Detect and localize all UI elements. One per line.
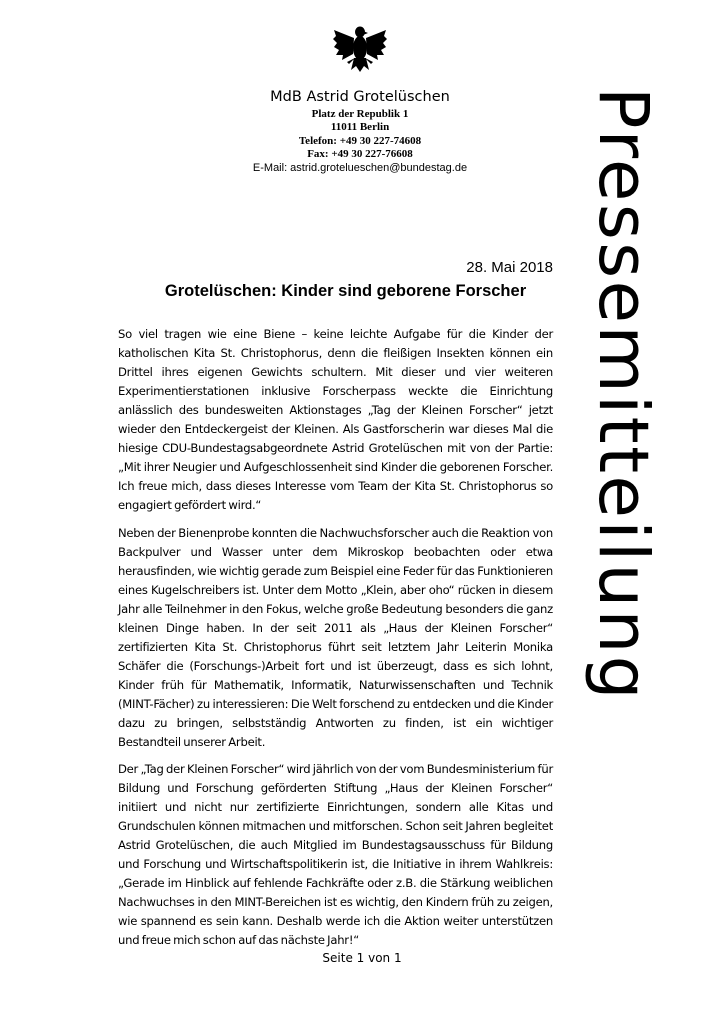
sender-postal: 11011 Berlin: [330, 121, 390, 134]
article-body: [118, 325, 553, 959]
paragraph-1: So viel tragen wie eine Biene – keine leichte Aufgabe für die Kinder der katholischen Kita St. Christophorus, denn die fleißigen Insekten können ein Drittel ihres eigenen Gewichts schultern. Mit dieser und vier weiteren Experimentierstationen inklusive Forscherpass weckte die Einrichtung anlässlich des bundesweiten Aktionstages „Tag der Kleinen Forscher“ jetzt wieder den Entdeckergeist der Kleinen. Als Gastforscherin war dieses Mal die hiesige CDU-Bundestagsabgeordnete Astrid Grotelüschen mit von der Partie: „Mit ihrer Neugier und Aufgeschlossenheit sind Kinder die geborenen Forscher. Ich freue mich, dass dieses Interesse vom Team der Kita St. Christophorus so engagiert gefördert wird.“: [118, 327, 553, 512]
letterhead: [180, 88, 540, 175]
sender-email: E-Mail: astrid.grotelueschen@bundestag.de: [252, 162, 468, 175]
document-date: 28. Mai 2018: [466, 259, 553, 276]
sender-phone: Telefon: +49 30 227-74608: [298, 134, 422, 147]
sender-name: MdB Astrid Grotelüschen: [270, 89, 450, 105]
sender-address: Platz der Republik 1: [311, 108, 409, 120]
bundesadler-eagle-icon: [332, 24, 388, 76]
sender-fax: Fax: +49 30 227-76608: [307, 147, 413, 160]
pressemitteilung-side-title: Pressemitteilung: [583, 87, 663, 702]
headline: Grotelüschen: Kinder sind geborene Forscher: [164, 282, 527, 300]
paragraph-2: Neben der Bienenprobe konnten die Nachwuchsforscher auch die Reaktion von Backpulver und Wasser unter dem Mikroskop beobachten oder etwa herausfinden, wie wichtig gerade zum Beispiel eine Feder für das Funktionieren eines Kugelschreibers ist. Unter dem Motto „Klein, aber oho“ rücken in diesem Jahr alle Teilnehmer in den Fokus, welche große Bedeutung besonders die ganz kleinen Dinge haben. In der seit 2011 als „Haus der Kleinen Forscher“ zertifizierten Kita St. Christophorus führt seit letztem Jahr Leiterin Monika Schäfer die (Forschungs-)Arbeit fort und ist überzeugt, dass es sich lohnt, Kinder früh für Mathematik, Informatik, Naturwissenschaften und Technik (MINT-Fächer) zu interessieren: Die Welt forschend zu entdecken und die Kinder dazu zu bringen, selbstständig Antworten zu finden, ist ein wichtiger Bestandteil unserer Arbeit.: [118, 525, 553, 749]
paragraph-3: Der „Tag der Kleinen Forscher“ wird jährlich von der vom Bundesministerium für Bildung und Forschung geförderten Stiftung „Haus der Kleinen Forscher“ initiiert und nicht nur zertifizierte Einrichtungen, sondern alle Kitas und Grundschulen können mitmachen und mitforschen. Schon seit Jahren begleitet Astrid Grotelüschen, die auch Mitglied im Bundestagsausschuss für Bildung und Forschung und Wirtschaftspolitikerin ist, die Initiative in ihrem Wahlkreis: „Gerade im Hinblick auf fehlende Fachkräfte oder z.B. die Stärkung weiblichen Nachwuchses in den MINT-Bereichen ist es wichtig, den Kindern früh zu zeigen, wie spannend es sein kann. Deshalb werde ich die Aktion weiter unterstützen und freue mich schon auf das nächste Jahr!“: [118, 762, 553, 947]
page-number: Seite 1 von 1: [322, 951, 402, 965]
